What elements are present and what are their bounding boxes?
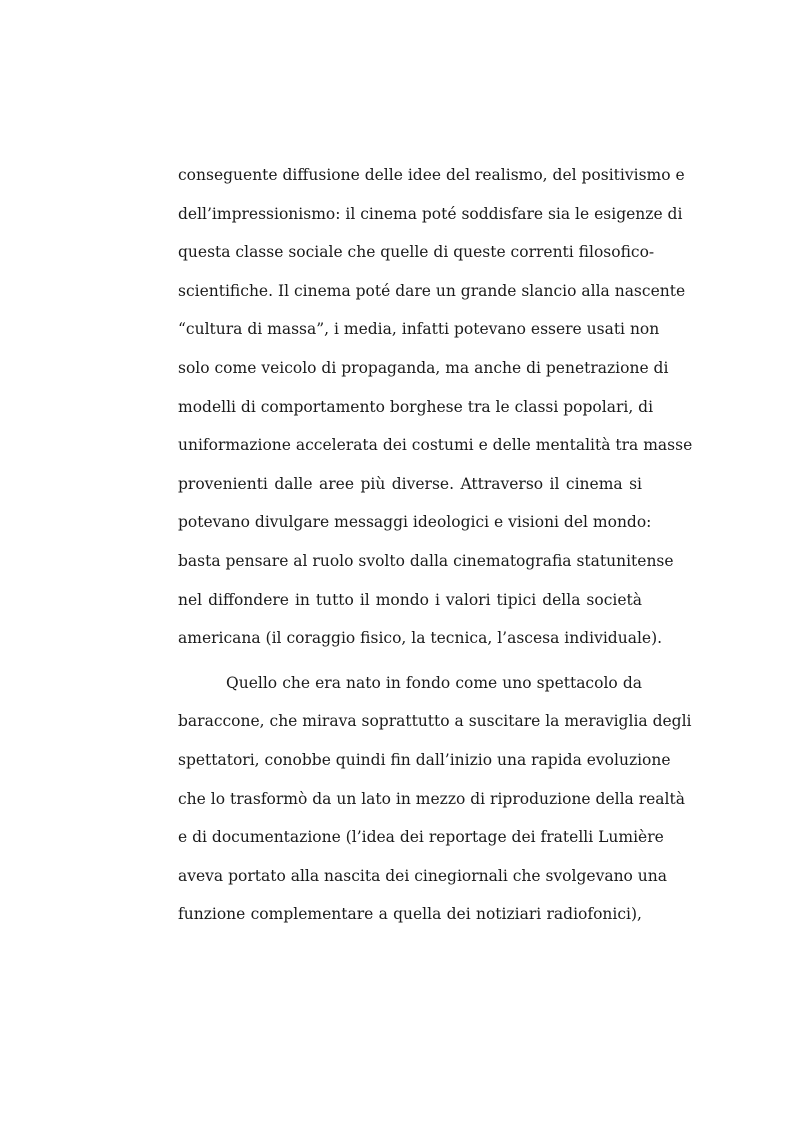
- text-line: spettatori, conobbe quindi fin dall’inizio una rapida evoluzione: [178, 750, 671, 769]
- text-line: dell’impressionismo: il cinema poté soddisfare sia le esigenze di: [178, 204, 683, 223]
- text-line: basta pensare al ruolo svolto dalla cinematografia statunitense: [178, 551, 674, 570]
- text-line: provenienti dalle aree più diverse. Attraverso il cinema si: [178, 474, 642, 493]
- text-line: funzione complementare a quella dei notiziari radiofonici),: [178, 905, 642, 924]
- text-line: che lo trasformò da un lato in mezzo di riproduzione della realtà: [178, 789, 685, 808]
- text-line: aveva portato alla nascita dei cinegiornali che svolgevano una: [178, 866, 668, 885]
- text-line: modelli di comportamento borghese tra le classi popolari, di: [178, 397, 654, 416]
- text-line: e di documentazione (l’idea dei reportage dei fratelli Lumière: [178, 828, 664, 847]
- paragraph-1: [178, 160, 693, 662]
- text-line: questa classe sociale che quelle di queste correnti filosofico-: [178, 243, 655, 262]
- text-line: “cultura di massa”, i media, infatti potevano essere usati non: [178, 320, 660, 339]
- text-line: solo come veicolo di propaganda, ma anche di penetrazione di: [178, 358, 669, 377]
- paragraph-2: [178, 668, 692, 938]
- text-line: scientifiche. Il cinema poté dare un grande slancio alla nascente: [178, 281, 686, 300]
- text-line: Quello che era nato in fondo come uno spettacolo da: [226, 673, 642, 692]
- text-line: potevano divulgare messaggi ideologici e visioni del mondo:: [178, 513, 652, 532]
- text-line: uniformazione accelerata dei costumi e delle mentalità tra masse: [178, 436, 693, 455]
- body-text: [178, 160, 693, 938]
- text-line: americana (il coraggio fisico, la tecnica, l’ascesa individuale).: [178, 629, 663, 648]
- text-line: conseguente diffusione delle idee del realismo, del positivismo e: [178, 166, 685, 184]
- text-line: baraccone, che mirava soprattutto a suscitare la meraviglia degli: [178, 712, 692, 731]
- text-line: nel diffondere in tutto il mondo i valori tipici della società: [178, 590, 642, 609]
